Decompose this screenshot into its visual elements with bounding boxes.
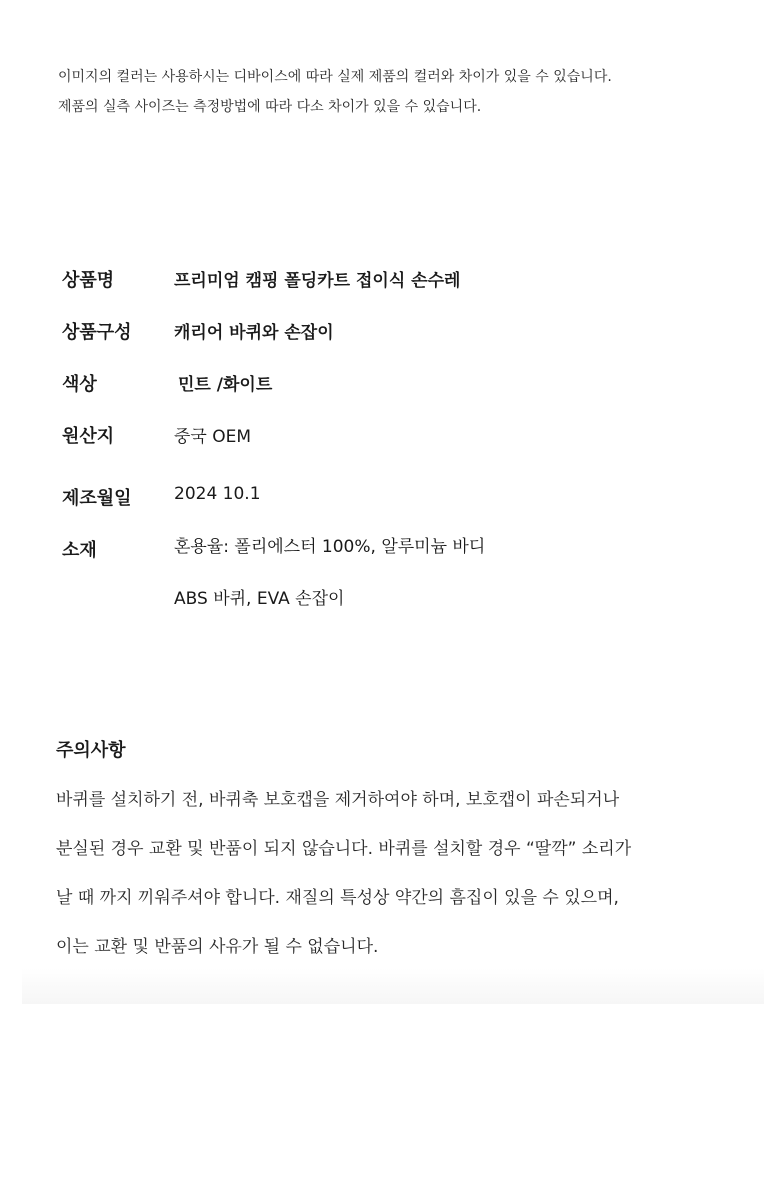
spec-row-product-name xyxy=(62,264,702,316)
caution-line: 분실된 경우 교환 및 반품이 되지 않습니다. 바퀴를 설치할 경우 “딸깍” 소리가 xyxy=(56,839,632,859)
product-spec-table xyxy=(62,264,702,638)
spec-label: 원산지 xyxy=(62,426,115,447)
spec-value: 캐리어 바퀴와 손잡이 xyxy=(174,323,334,343)
section-divider xyxy=(22,968,764,1004)
disclaimer-line-size: 제품의 실측 사이즈는 측정방법에 따라 다소 차이가 있을 수 있습니다. xyxy=(58,99,482,115)
spec-label: 제조월일 xyxy=(62,488,132,509)
spec-value: 민트 /화이트 xyxy=(178,375,273,395)
material-parts: ABS 바퀴, EVA 손잡이 xyxy=(174,589,345,609)
caution-title: 주의사항 xyxy=(56,740,126,761)
material-blend: 혼용율: 폴리에스터 100%, 알루미늄 바디 xyxy=(174,537,486,557)
spec-value: 중국 OEM xyxy=(174,427,252,447)
spec-row-origin xyxy=(62,420,702,482)
spec-label: 소재 xyxy=(62,540,97,561)
spec-value: 프리미엄 캠핑 폴딩카트 접이식 손수레 xyxy=(174,271,461,291)
spec-label: 색상 xyxy=(62,374,97,395)
caution-line: 날 때 까지 끼워주셔야 합니다. 재질의 특성상 약간의 흠집이 있을 수 있으며, xyxy=(56,888,619,908)
caution-line: 이는 교환 및 반품의 사유가 될 수 없습니다. xyxy=(56,937,379,957)
spec-value: 2024 10.1 xyxy=(174,484,261,504)
caution-line: 바퀴를 설치하기 전, 바퀴축 보호캡을 제거하여야 하며, 보호캡이 파손되거나 xyxy=(56,790,620,810)
spec-value xyxy=(174,536,485,640)
spec-row-color xyxy=(62,368,702,420)
spec-row-manufactured xyxy=(62,482,702,534)
spec-row-material xyxy=(62,534,702,638)
spec-label: 상품명 xyxy=(62,270,115,291)
spec-row-composition xyxy=(62,316,702,368)
disclaimer-line-color: 이미지의 컬러는 사용하시는 디바이스에 따라 실제 제품의 컬러와 차이가 있을 수 있습니다. xyxy=(58,69,612,85)
spec-label: 상품구성 xyxy=(62,322,132,343)
caution-section xyxy=(56,736,756,972)
disclaimer-notice xyxy=(58,62,612,122)
